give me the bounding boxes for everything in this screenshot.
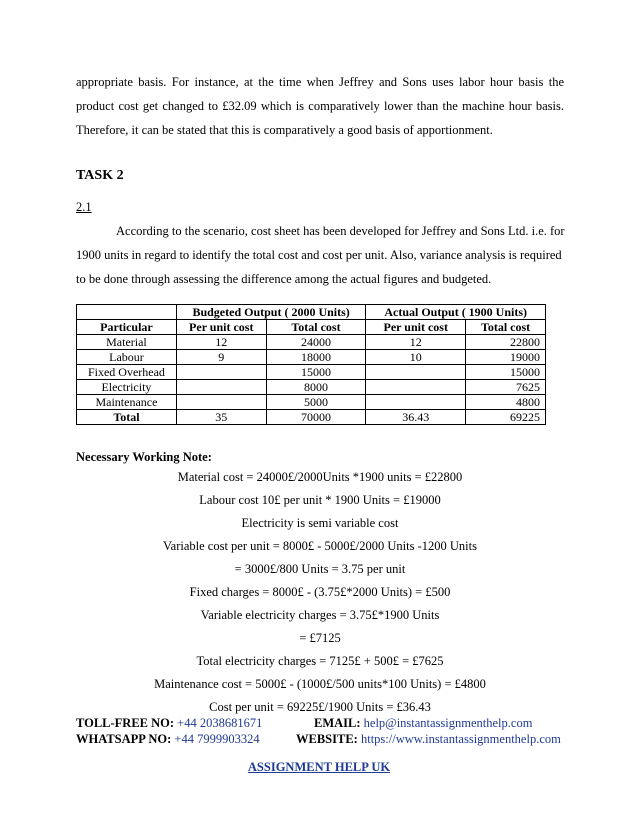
working-note-line: Variable cost per unit = 8000£ - 5000£/2000 Units -1200 Units <box>163 539 477 553</box>
table-total-row <box>77 410 546 425</box>
working-note-line: Total electricity charges = 7125£ + 500£ = £7625 <box>196 654 444 668</box>
table-cell: Maintenance <box>77 395 177 410</box>
table-cell: 19000 <box>466 350 546 365</box>
tollfree-label: TOLL-FREE NO: <box>76 716 175 730</box>
working-note-line: Variable electricity charges = 3.75£*1900 Units <box>200 608 440 622</box>
table-cell: 18000 <box>266 350 366 365</box>
table-cell: 12 <box>366 335 466 350</box>
subsection-heading: 2.1 <box>76 200 92 214</box>
table-cell: 10 <box>366 350 466 365</box>
whatsapp-label: WHATSAPP NO: <box>76 732 172 746</box>
working-note-line: = 3000£/800 Units = 3.75 per unit <box>234 562 406 576</box>
table-cell: 70000 <box>266 410 366 425</box>
column-header: Total cost <box>466 320 546 335</box>
email-label: EMAIL: <box>314 716 361 730</box>
table-cell: 69225 <box>466 410 546 425</box>
table-cell <box>176 380 266 395</box>
scenario-line: According to the scenario, cost sheet has been developed for Jeffrey and Sons Ltd. i.e. for <box>116 224 565 238</box>
table-cell: 9 <box>176 350 266 365</box>
working-note-line: Cost per unit = 69225£/1900 Units = £36.43 <box>209 700 431 714</box>
table-cell: 35 <box>176 410 266 425</box>
email-link[interactable]: help@instantassignmenthelp.com <box>363 716 533 730</box>
table-row <box>77 350 546 365</box>
table-cell: 36.43 <box>366 410 466 425</box>
column-header: Total cost <box>266 320 366 335</box>
actual-header: Actual Output ( 1900 Units) <box>366 305 546 320</box>
table-cell: 8000 <box>266 380 366 395</box>
column-header: Per unit cost <box>366 320 466 335</box>
table-cell: 7625 <box>466 380 546 395</box>
table-row <box>77 395 546 410</box>
table-cell <box>176 365 266 380</box>
table-cell: Total <box>77 410 177 425</box>
table-cell: 12 <box>176 335 266 350</box>
table-cell: Fixed Overhead <box>77 365 177 380</box>
table-cell <box>176 395 266 410</box>
table-cell <box>366 365 466 380</box>
working-note-line: Fixed charges = 8000£ - (3.75£*2000 Units) = £500 <box>189 585 451 599</box>
intro-paragraph <box>76 70 564 142</box>
tollfree-number[interactable]: +44 2038681671 <box>177 716 263 730</box>
intro-line: product cost get changed to £32.09 which is comparatively lower than the machine hour basis. <box>76 99 564 113</box>
budgeted-header: Budgeted Output ( 2000 Units) <box>176 305 366 320</box>
table-row <box>77 365 546 380</box>
footer-contact-row-2 <box>76 732 564 747</box>
scenario-line: 1900 units in regard to identify the total cost and cost per unit. Also, variance analysis is required <box>76 248 562 262</box>
table-cell: Material <box>77 335 177 350</box>
table-cell: 15000 <box>466 365 546 380</box>
website-link[interactable]: https://www.instantassignmenthelp.com <box>360 732 561 746</box>
table-cell: Labour <box>77 350 177 365</box>
whatsapp-number[interactable]: +44 7999903324 <box>174 732 260 746</box>
working-note-heading: Necessary Working Note: <box>76 450 212 464</box>
table-cell: 24000 <box>266 335 366 350</box>
table-column-header-row <box>77 320 546 335</box>
table-row <box>77 380 546 395</box>
scenario-paragraph <box>76 219 564 291</box>
table-row <box>77 335 546 350</box>
working-note-line: Material cost = 24000£/2000Units *1900 units = £22800 <box>177 470 463 484</box>
website-label: WEBSITE: <box>296 732 358 746</box>
column-header: Per unit cost <box>176 320 266 335</box>
working-note-line: Labour cost 10£ per unit * 1900 Units = £19000 <box>199 493 441 507</box>
intro-line: Therefore, it can be stated that this is comparatively a good basis of apportionment. <box>76 123 493 137</box>
scenario-line: to be done through assessing the difference among the actual figures and budgeted. <box>76 272 492 286</box>
table-cell <box>366 380 466 395</box>
table-group-header-row <box>77 305 546 320</box>
working-note-line: = £7125 <box>299 631 341 645</box>
working-note-line: Electricity is semi variable cost <box>241 516 399 530</box>
table-cell: 4800 <box>466 395 546 410</box>
column-header: Particular <box>77 320 177 335</box>
intro-line: appropriate basis. For instance, at the time when Jeffrey and Sons uses labor hour basis the <box>76 75 564 89</box>
table-cell: Electricity <box>77 380 177 395</box>
table-cell: 5000 <box>266 395 366 410</box>
table-cell: 15000 <box>266 365 366 380</box>
cost-sheet-table <box>76 304 546 425</box>
table-corner-cell <box>77 305 177 320</box>
table-cell: 22800 <box>466 335 546 350</box>
working-note-line: Maintenance cost = 5000£ - (1000£/500 units*100 Units) = £4800 <box>154 677 486 691</box>
table-cell <box>366 395 466 410</box>
task-heading: TASK 2 <box>76 168 124 183</box>
footer-contact-row-1 <box>76 716 564 731</box>
brand-link[interactable]: ASSIGNMENT HELP UK <box>247 760 391 774</box>
